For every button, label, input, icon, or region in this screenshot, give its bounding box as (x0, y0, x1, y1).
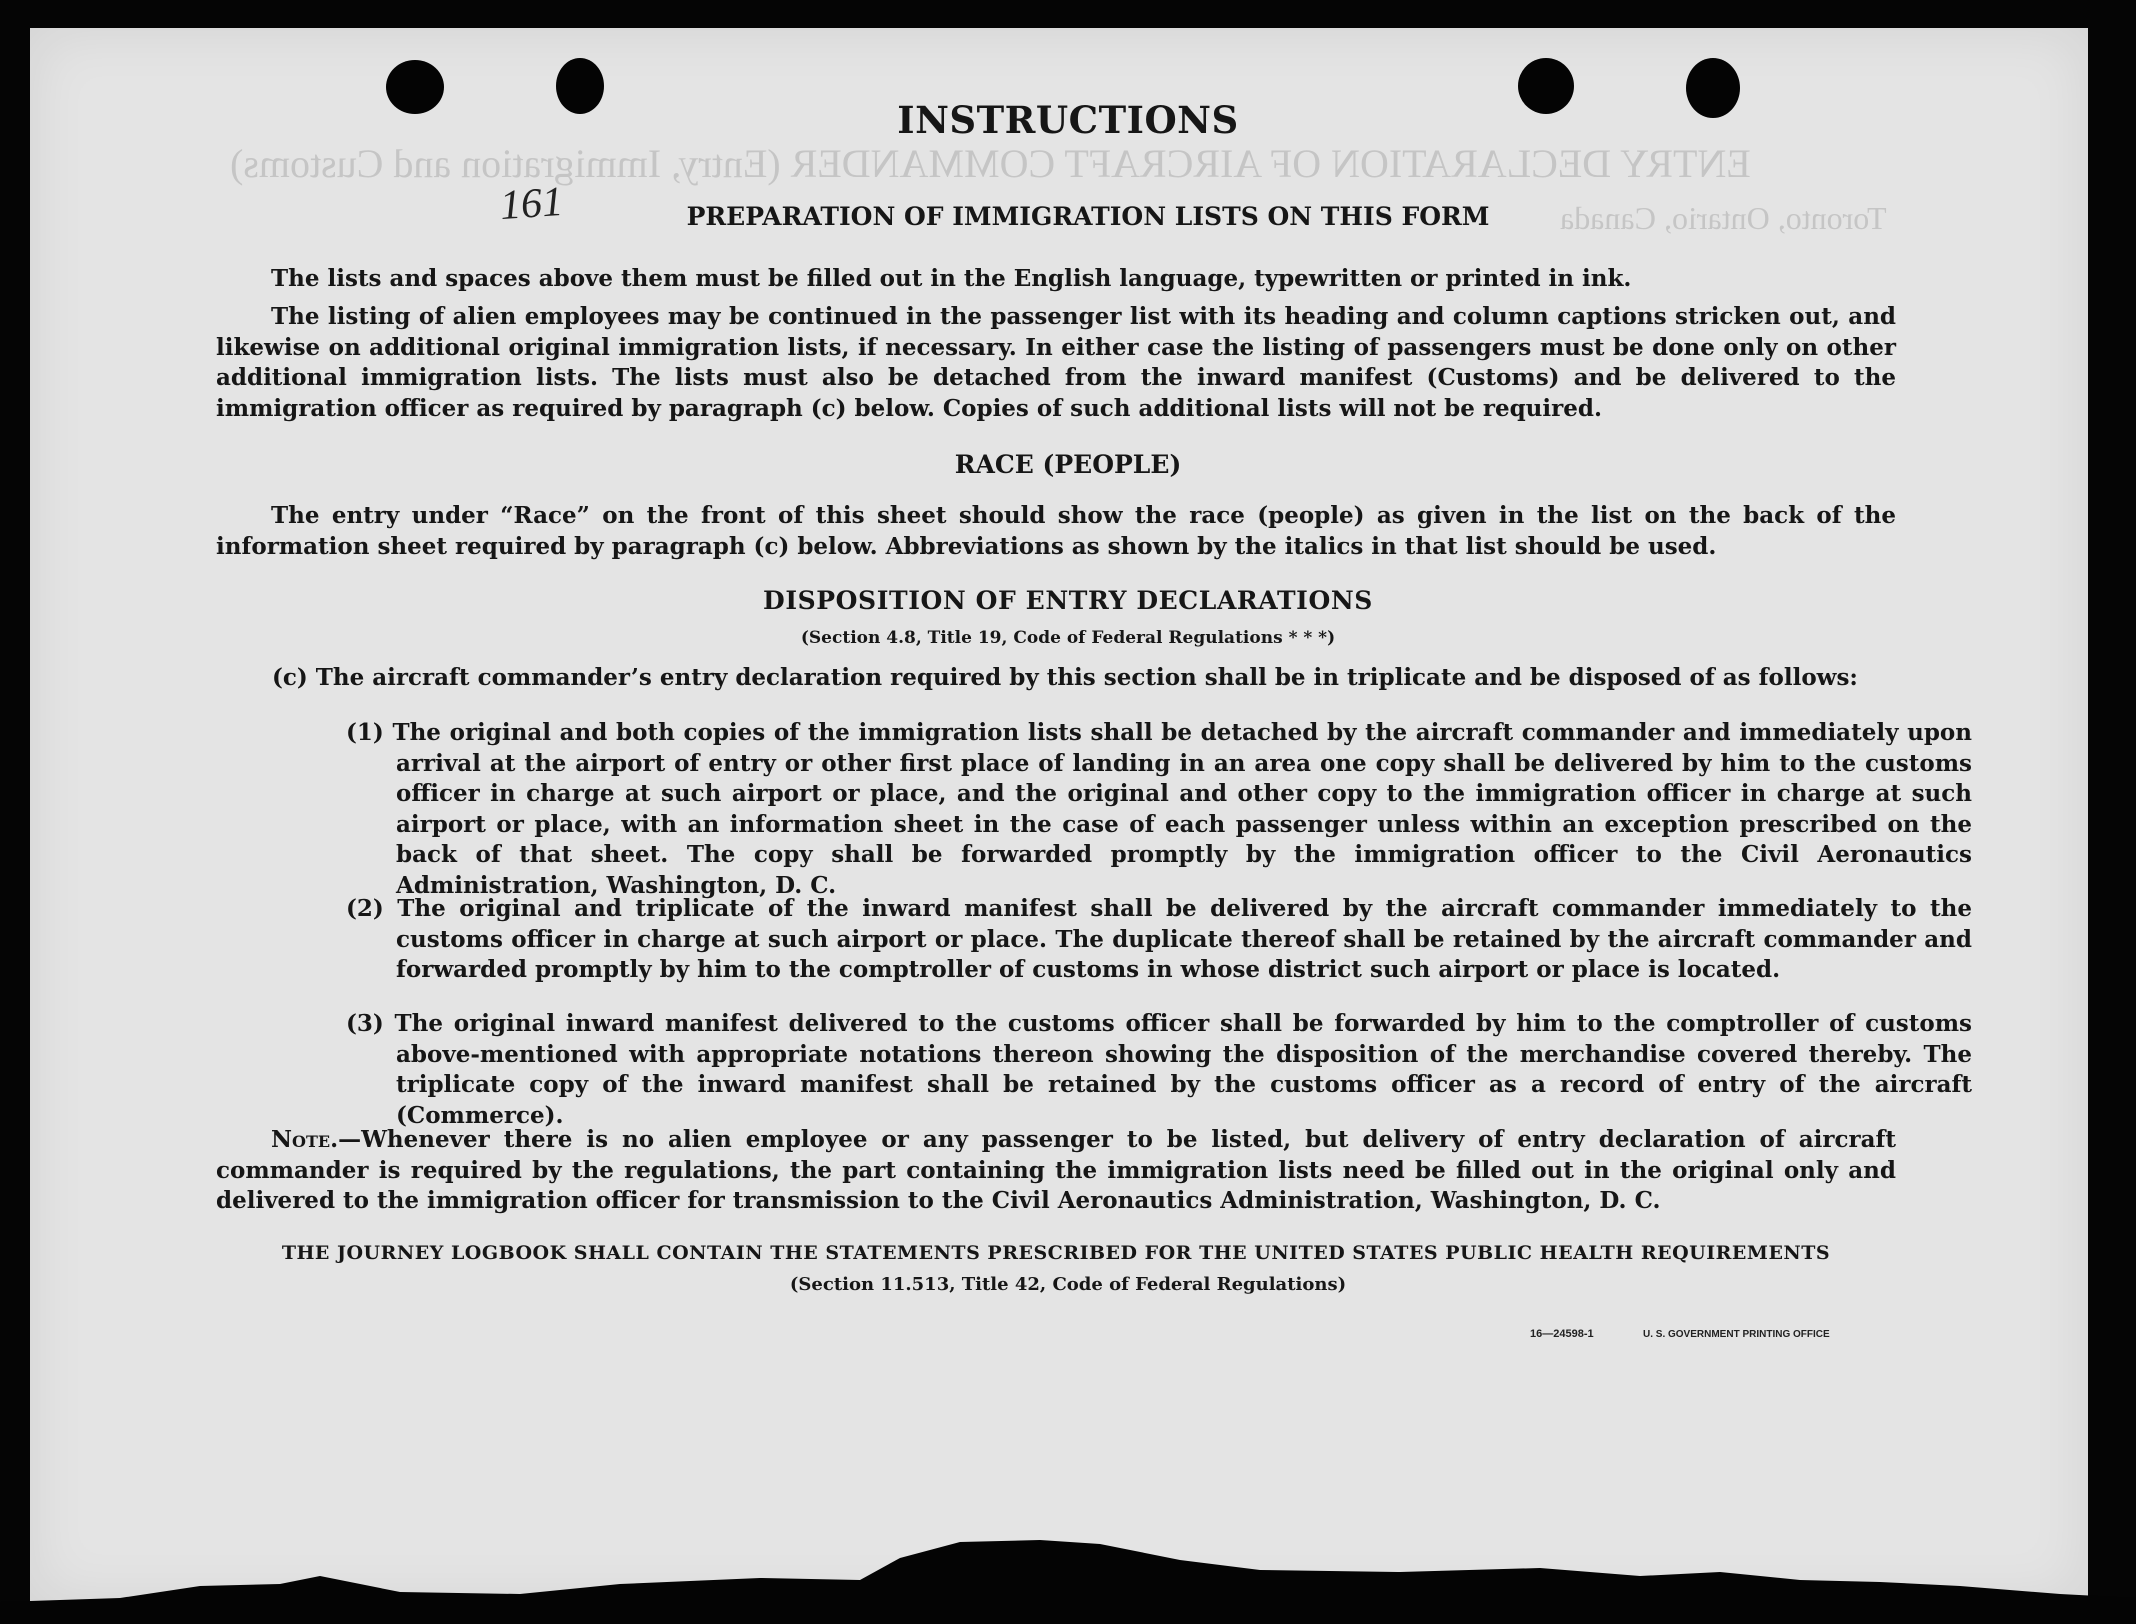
health-requirements-citation: (Section 11.513, Title 42, Code of Federal Regulations) (789, 1274, 1347, 1295)
list-item-1: (1) The original and both copies of the immigration lists shall be detached by the aircraft commander and immediately upon arrival at the airport of entry or other first place of landing in an area one copy shall be delivered by him to the customs officer in charge at such airport or place, and the original and other copy to the immigration officer in charge at such airport or place, with an information sheet in the case of each passenger unless within an exception prescribed on the back of that sheet. The copy shall be forwarded promptly by the immigration officer to the Civil Aeronautics Administration, Washington, D. C. (346, 719, 1972, 899)
torn-edge (0, 1514, 2136, 1624)
bleed-through-line-2: Toronto, Ontario, Canada (1560, 200, 1887, 236)
health-requirements-line: THE JOURNEY LOGBOOK SHALL CONTAIN THE STATEMENTS PRESCRIBED FOR THE UNITED STATES PUBLIC HEALTH REQUIREMENTS (281, 1242, 1831, 1264)
section-subheading-disposition: (Section 4.8, Title 19, Code of Federal Regulations * * *) (800, 628, 1336, 648)
paragraph-race: The entry under “Race” on the front of this sheet should show the race (people) as given in the list on the back of the information sheet required by paragraph (c) below. Abbreviations as shown by the italics in that list should be used. (216, 502, 1896, 560)
list-item-3: (3) The original inward manifest delivered to the customs officer shall be forwarded by him to the comptroller of customs above-mentioned with appropriate notations thereon showing the disposition of the merchandise covered thereby. The triplicate copy of the inward manifest shall be retained by the customs officer as a record of entry of the aircraft (Commerce). (346, 1010, 1972, 1129)
paragraph-alien-employees: The listing of alien employees may be continued in the passenger list with its heading and column captions stricken out, and likewise on additional original immigration lists, if necessary. In either case the listing of passengers must be done only on other additional immigration lists. The lists must also be detached from the inward manifest (Customs) and be delivered to the immigration officer as required by paragraph (c) below. Copies of such additional lists will not be required. (216, 303, 1896, 422)
note-label: Note. (271, 1126, 339, 1153)
printer-imprint: U. S. GOVERNMENT PRINTING OFFICE (1643, 1329, 1830, 1340)
handwritten-mark: 161 (498, 178, 565, 230)
section-heading-race: RACE (PEOPLE) (954, 450, 1182, 479)
paragraph-c-intro: (c) The aircraft commander’s entry declaration required by this section shall be in triplicate and be disposed of as follows: (272, 664, 1858, 691)
print-code: 16—24598-1 (1530, 1328, 1594, 1340)
section-heading-disposition: DISPOSITION OF ENTRY DECLARATIONS (763, 586, 1373, 615)
list-item-2: (2) The original and triplicate of the inward manifest shall be delivered by the aircraft commander immediately to the customs officer in charge at such airport or place. The duplicate thereof shall be retained by the aircraft commander and forwarded promptly by him to the comptroller of customs in whose district such airport or place is located. (346, 895, 1972, 983)
section-heading-preparation: PREPARATION OF IMMIGRATION LISTS ON THIS FORM (686, 202, 1490, 231)
bleed-through-line-1: ENTRY DECLARATION OF AIRCRAFT COMMANDER (Entry, Immigration and Customs) (230, 141, 1751, 186)
paragraph-note (216, 1125, 1896, 1217)
note-text: —Whenever there is no alien employee or any passenger to be listed, but delivery of entry declaration of aircraft commander is required by the regulations, the part containing the immigration lists need be filled out in the original only and delivered to the immigration officer for transmission to the Civil Aeronautics Administration, Washington, D. C. (216, 1126, 1896, 1214)
page-title: INSTRUCTIONS (897, 98, 1239, 142)
paragraph-lists-language: The lists and spaces above them must be filled out in the English language, typewritten or printed in ink. (271, 265, 1632, 292)
